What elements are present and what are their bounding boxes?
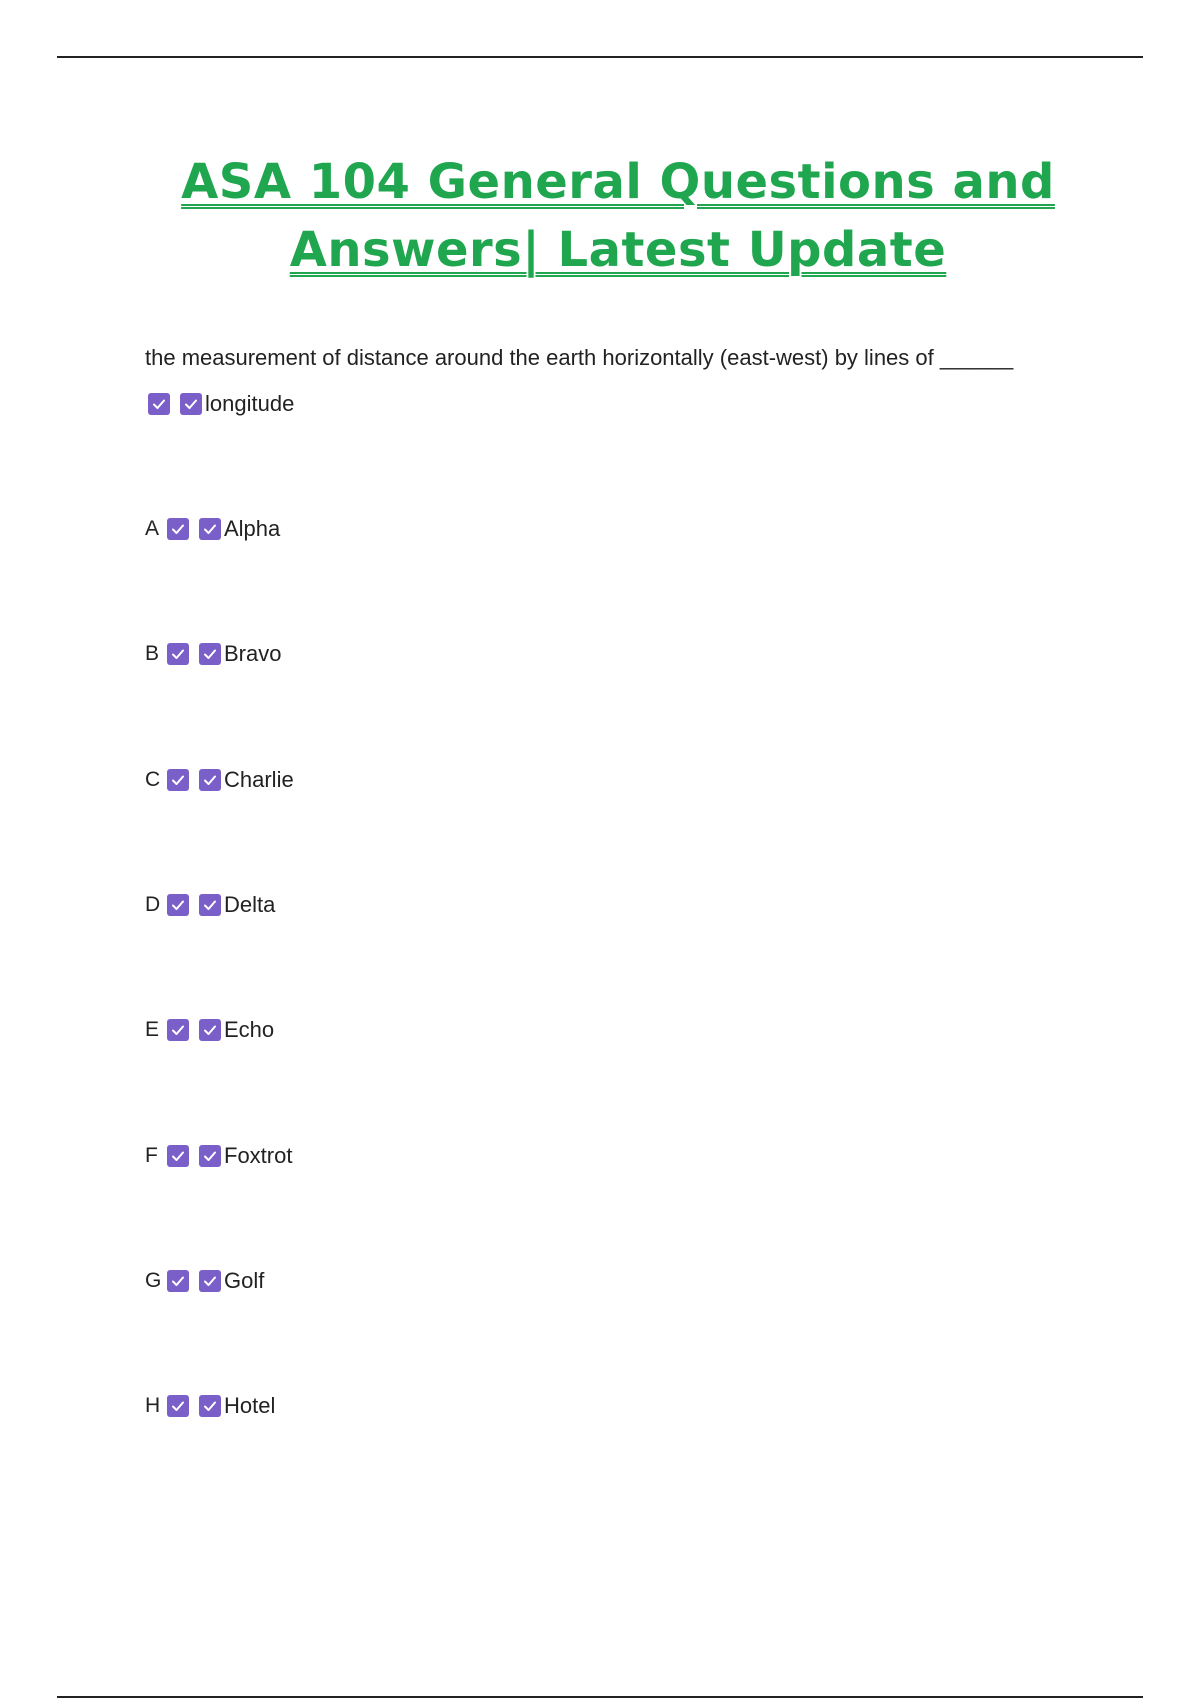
item-text: Echo	[224, 1017, 275, 1042]
list-item	[145, 1392, 275, 1420]
list-item	[145, 1016, 274, 1044]
list-item	[145, 891, 275, 919]
footer-rule	[57, 1696, 1143, 1698]
item-letter: D	[145, 893, 161, 916]
checkbox-checked-icon	[199, 518, 221, 540]
document-title	[0, 148, 1200, 284]
checkbox-checked-icon	[167, 769, 189, 791]
checkbox-checked-icon	[199, 1019, 221, 1041]
checkbox-checked-icon	[199, 1145, 221, 1167]
item-text: Bravo	[224, 641, 282, 666]
title-line-2: Answers| Latest Update	[289, 222, 947, 278]
item-text: Golf	[224, 1268, 265, 1293]
checkbox-checked-icon	[167, 894, 189, 916]
item-letter: B	[145, 642, 160, 665]
checkbox-checked-icon	[180, 393, 202, 415]
checkbox-checked-icon	[167, 1019, 189, 1041]
checkbox-checked-icon	[167, 518, 189, 540]
list-item	[145, 640, 281, 668]
checkbox-checked-icon	[167, 1270, 189, 1292]
checkbox-checked-icon	[199, 1395, 221, 1417]
item-text: Foxtrot	[224, 1143, 293, 1168]
header-rule	[57, 56, 1143, 58]
item-text: Delta	[224, 892, 276, 917]
checkbox-checked-icon	[199, 894, 221, 916]
checkbox-checked-icon	[167, 1395, 189, 1417]
item-letter: C	[145, 768, 161, 791]
checkbox-checked-icon	[199, 643, 221, 665]
question-text: the measurement of distance around the earth horizontally (east-west) by lines of ______	[145, 345, 1014, 370]
list-item	[145, 766, 294, 794]
title-line-1: ASA 104 General Questions and	[181, 154, 1055, 210]
list-item	[145, 1142, 292, 1170]
answer-text: longitude	[205, 391, 295, 416]
item-letter: H	[145, 1394, 161, 1417]
item-text: Alpha	[224, 516, 281, 541]
item-letter: A	[145, 517, 160, 540]
checkbox-checked-icon	[167, 643, 189, 665]
item-letter: G	[145, 1269, 162, 1292]
checkbox-checked-icon	[199, 1270, 221, 1292]
checkbox-checked-icon	[199, 769, 221, 791]
item-text: Hotel	[224, 1393, 276, 1418]
item-text: Charlie	[224, 767, 294, 792]
list-item	[145, 515, 280, 543]
list-item	[145, 1267, 264, 1295]
item-letter: E	[145, 1018, 160, 1041]
checkbox-checked-icon	[148, 393, 170, 415]
checkbox-checked-icon	[167, 1145, 189, 1167]
item-letter: F	[145, 1144, 158, 1167]
answer-row	[148, 390, 294, 418]
